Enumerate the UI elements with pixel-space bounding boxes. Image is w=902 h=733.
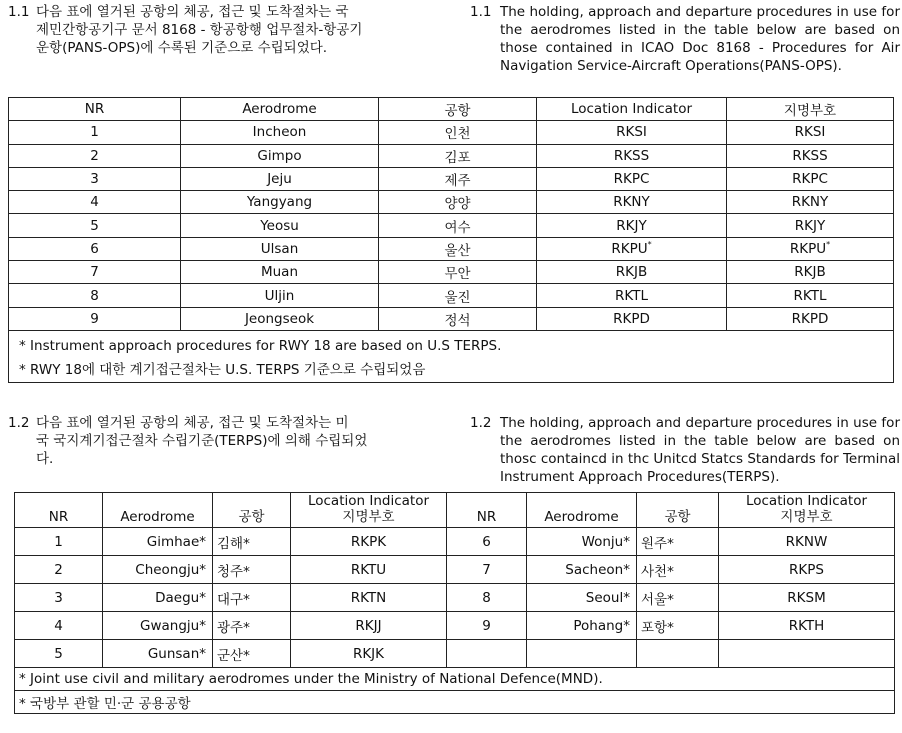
header-nr: NR [15,493,103,528]
cell-ko-name: 제주 [379,167,537,190]
cell-code: RKJY [727,214,894,237]
cell-aerodrome: Jeongseok [181,307,379,330]
cell-code: RKTU [291,556,447,584]
table-note-row [9,357,894,382]
s2-ko-line: 다. [36,451,54,467]
cell-nr: 5 [9,214,181,237]
cell-location-indicator: RKJB [537,261,727,284]
cell-empty [719,640,895,668]
cell-location-indicator: RKNY [537,191,727,214]
cell-ko-name: 광주* [213,612,291,640]
cell-code [727,237,894,260]
cell-aerodrome: Uljin [181,284,379,307]
table-note-row [15,691,895,714]
header-li-ko: 지명부호 [780,509,833,525]
cell-code: RKNY [727,191,894,214]
table-row [15,584,895,612]
cell-nr: 4 [9,191,181,214]
header-aerodrome: Aerodrome [103,493,213,528]
cell-location-indicator: RKSS [537,144,727,167]
cell-nr: 6 [9,237,181,260]
note-en: * Instrument approach procedures for RWY 18 are based on U.S TERPS. [9,330,894,357]
s1-ko-paragraph [8,3,438,57]
s1-en-text: The holding, approach and departure procedures in use for the aerodromes listed in the table below are based on those contained in ICAO Doc 8168 - Procedures for Air Navigation Service-Aircraft Operations(PANS-OPS). [500,4,900,74]
cell-code: RKPS [719,556,895,584]
cell-code: RKTH [719,612,895,640]
table-note-row [15,668,895,691]
note-en: * Joint use civil and military aerodromes under the Ministry of National Defence(MND). [15,668,895,691]
cell-ko-name: 청주* [213,556,291,584]
cell-nr: 9 [9,307,181,330]
cell-ko-name: 김포 [379,144,537,167]
header-ko-name: 공항 [379,98,537,121]
cell-nr: 2 [15,556,103,584]
cell-nr: 1 [15,528,103,556]
s2-table [14,492,895,714]
cell-nr: 3 [9,167,181,190]
table-note-row [9,330,894,357]
cell-aerodrome: Seoul* [527,584,637,612]
cell-aerodrome: Yeosu [181,214,379,237]
s2-en-text: The holding, approach and departure procedures in use for the aerodromes listed in the table below are based on thosc containcd in thc Unitcd Statcs Standards for Terminal Instrument Approach Procedures(TERPS). [500,415,900,485]
cell-empty [637,640,719,668]
header-li-en: Location Indicator [307,493,430,509]
table-row [9,237,894,260]
cell-aerodrome: Ulsan [181,237,379,260]
cell-location-indicator: RKJY [537,214,727,237]
cell-ko-name: 정석 [379,307,537,330]
header-code: 지명부호 [727,98,894,121]
cell-code: RKJJ [291,612,447,640]
note-ko: * RWY 18에 대한 계기접근절차는 U.S. TERPS 기준으로 수립되었음 [9,357,894,382]
cell-aerodrome: Jeju [181,167,379,190]
header-ko-name: 공항 [637,493,719,528]
cell-nr: 3 [15,584,103,612]
cell-empty [527,640,637,668]
footnote-mark: * [647,240,652,250]
header-aerodrome: Aerodrome [527,493,637,528]
footnote-mark: * [826,240,831,250]
s1-ko-line: 제민간항공기구 문서 8168 - 항공항행 업무절차-항공기 [36,22,363,38]
cell-ko-name: 인천 [379,121,537,144]
s2-ko-line: 다음 표에 열거된 공항의 체공, 접근 및 도착절차는 미 [36,415,349,431]
cell-ko-name: 포항* [637,612,719,640]
cell-code: RKSI [727,121,894,144]
header-aerodrome: Aerodrome [181,98,379,121]
cell-location-indicator: RKPD [537,307,727,330]
cell-empty [447,640,527,668]
cell-aerodrome: Wonju* [527,528,637,556]
note-ko: * 국방부 관할 민·군 공용공항 [15,691,895,714]
table-header-row [15,493,895,528]
cell-ko-name: 대구* [213,584,291,612]
cell-code: RKJB [727,261,894,284]
table-row [9,191,894,214]
header-li-ko: 지명부호 [342,509,395,525]
table-row [9,284,894,307]
cell-ko-name: 김해* [213,528,291,556]
cell-ko-name: 사천* [637,556,719,584]
table-row [15,528,895,556]
cell-aerodrome: Daegu* [103,584,213,612]
cell-code: RKJK [291,640,447,668]
cell-code: RKPC [727,167,894,190]
cell-nr: 7 [447,556,527,584]
header-location-indicator [291,493,447,528]
header-nr: NR [9,98,181,121]
table-row [9,214,894,237]
s2-ko-number: 1.2 [8,415,30,431]
cell-aerodrome: Pohang* [527,612,637,640]
cell-nr: 6 [447,528,527,556]
s1-table [8,97,894,383]
table-row [9,144,894,167]
cell-ko-name: 양양 [379,191,537,214]
header-location-indicator [719,493,895,528]
cell-ko-name: 서울* [637,584,719,612]
s1-en-number: 1.1 [470,4,492,20]
cell-ko-name: 울진 [379,284,537,307]
cell-nr: 1 [9,121,181,144]
cell-nr: 8 [9,284,181,307]
s2-ko-line: 국 국지계기접근절차 수립기준(TERPS)에 의해 수립되었 [36,433,368,449]
cell-aerodrome: Muan [181,261,379,284]
cell-nr: 5 [15,640,103,668]
s2-en-number: 1.2 [470,415,492,431]
cell-code: RKPK [291,528,447,556]
table-row [9,121,894,144]
cell-ko-name: 여수 [379,214,537,237]
cell-location-indicator: RKPC [537,167,727,190]
cell-aerodrome: Gimpo [181,144,379,167]
cell-code: RKSS [727,144,894,167]
cell-code: RKSM [719,584,895,612]
s1-en-paragraph [470,3,900,75]
cell-nr: 4 [15,612,103,640]
cell-code: RKNW [719,528,895,556]
cell-nr: 9 [447,612,527,640]
cell-aerodrome: Sacheon* [527,556,637,584]
s1-ko-line: 운항(PANS-OPS)에 수록된 기준으로 수립되었다. [36,40,328,56]
table-row [9,307,894,330]
cell-location-indicator: RKSI [537,121,727,144]
cell-ko-name: 원주* [637,528,719,556]
table-row [9,167,894,190]
cell-code: RKTL [727,284,894,307]
header-li-en: Location Indicator [745,493,868,509]
cell-aerodrome: Gimhae* [103,528,213,556]
cell-code: RKPD [727,307,894,330]
cell-ko-name: 군산* [213,640,291,668]
cell-aerodrome: Gunsan* [103,640,213,668]
table-row [9,261,894,284]
cell-aerodrome: Gwangju* [103,612,213,640]
cell-location-indicator [537,237,727,260]
cell-aerodrome: Incheon [181,121,379,144]
cell-nr: 7 [9,261,181,284]
table-row [15,640,895,668]
cell-code: RKTN [291,584,447,612]
header-ko-name: 공항 [213,493,291,528]
cell-nr: 8 [447,584,527,612]
cell-nr: 2 [9,144,181,167]
s2-en-paragraph [470,414,900,486]
cell-location-indicator: RKTL [537,284,727,307]
cell-ko-name: 무안 [379,261,537,284]
cell-aerodrome: Yangyang [181,191,379,214]
cell-ko-name: 울산 [379,237,537,260]
header-nr: NR [447,493,527,528]
table-row [15,556,895,584]
table-row [15,612,895,640]
s1-ko-line: 다음 표에 열거된 공항의 체공, 접근 및 도착절차는 국 [36,4,349,20]
table-header-row [9,98,894,121]
cell-aerodrome: Cheongju* [103,556,213,584]
header-location-indicator: Location Indicator [537,98,727,121]
s2-ko-paragraph [8,414,438,468]
s1-ko-number: 1.1 [8,4,30,20]
code-value: RKPU [789,241,827,258]
location-indicator-value: RKPU [611,241,648,258]
